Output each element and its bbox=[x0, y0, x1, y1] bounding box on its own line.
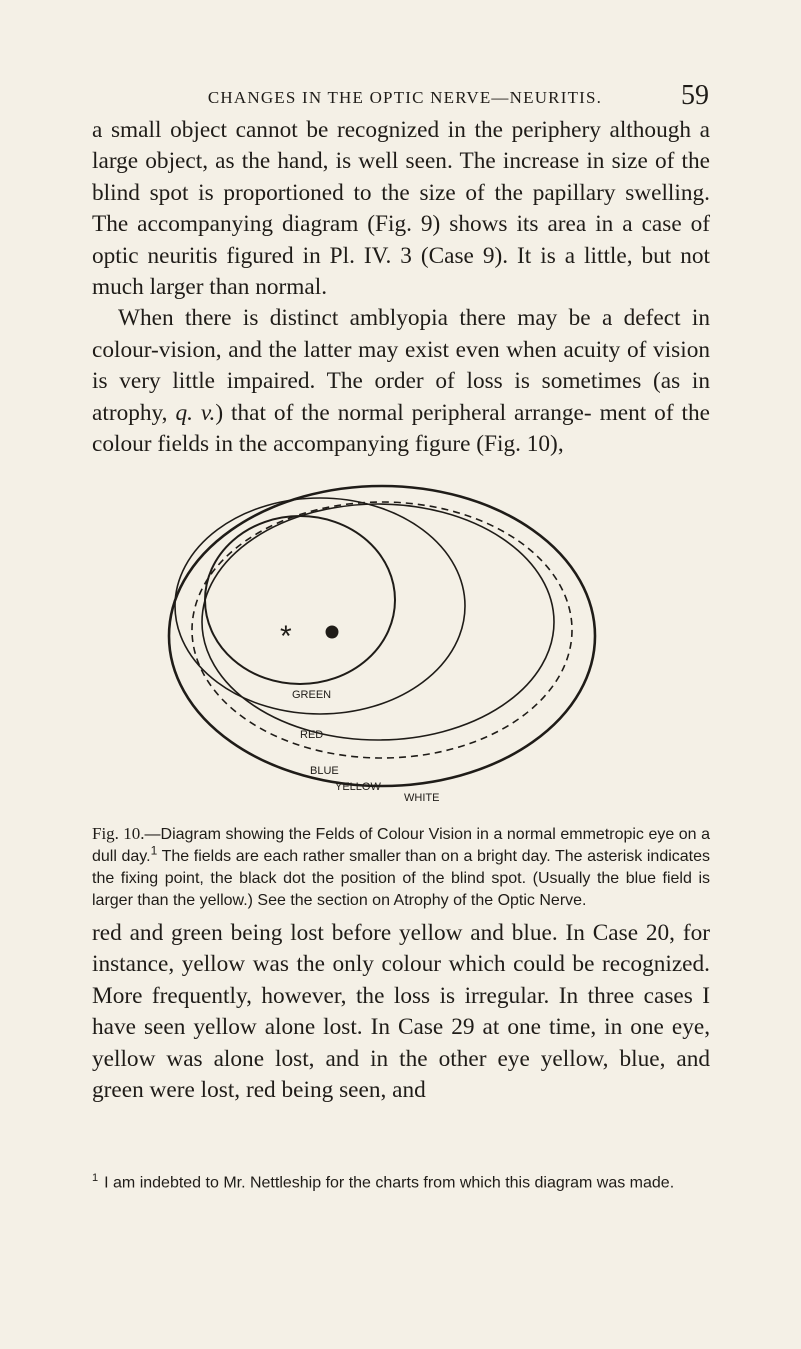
green-field-boundary bbox=[205, 516, 395, 684]
text-line: swelling. The accompanying diagram (Fig. 9) shows its bbox=[92, 179, 710, 238]
text-line: vision is very little impaired. The order of loss is sometimes bbox=[92, 336, 711, 395]
footnote-text: I am indebted to Mr. Nettleship for the charts from which this diagram was made. bbox=[104, 1174, 675, 1192]
paragraph-3 bbox=[92, 918, 710, 1106]
text-line: ) that of the normal peripheral arrange- bbox=[215, 399, 592, 426]
text-line: a large object, as the hand, is well seen. The increase in size bbox=[92, 117, 710, 175]
page-number: 59 bbox=[681, 80, 709, 111]
text-line: It is a little, but not much larger than normal. bbox=[92, 242, 710, 301]
running-head: CHANGES IN THE OPTIC NERVE—NEURITIS. bbox=[207, 88, 603, 107]
label-red: RED bbox=[300, 729, 324, 741]
caption-text-b: The fields are each rather smaller than on a bright day. The asterisk indicates the fixing point, the black dot the position of the blind spot. (Usually the blue field is larger than the yellow.) See the section on Atrophy of the Optic Nerve. bbox=[92, 848, 711, 909]
paragraph-bottom bbox=[92, 918, 710, 1106]
paragraph-2 bbox=[92, 303, 710, 460]
footnote-mark: 1 bbox=[92, 1172, 99, 1184]
text-line: of the blind spot is proportioned to the size of the papillary bbox=[92, 148, 711, 206]
text-line: (as in atrophy, bbox=[92, 368, 710, 426]
label-green: GREEN bbox=[292, 689, 332, 701]
footnote bbox=[92, 1167, 710, 1194]
paragraph-top bbox=[92, 115, 710, 460]
text-line: In three cases I have seen yellow alone lost. In Case 29 at bbox=[92, 982, 710, 1041]
yellow-field-boundary bbox=[192, 502, 572, 758]
caption-text-a: —Diagram showing the Felds of Colour Vision in a normal emmetropic eye on a dull day. bbox=[92, 826, 710, 865]
figure-caption bbox=[92, 823, 710, 912]
text-line: for instance, yellow was the only colour which could be bbox=[92, 920, 711, 978]
label-blue: BLUE bbox=[310, 765, 339, 777]
paragraph-1 bbox=[92, 115, 710, 303]
qv-abbrev: q. v. bbox=[175, 399, 216, 426]
text-line: a small object cannot be recognized in the periphery although bbox=[92, 117, 692, 143]
text-line: recognized. More frequently, however, the loss is irregular. bbox=[92, 951, 710, 1009]
text-line: ment of the colour fields in the accompanying figure (Fig. 10), bbox=[92, 399, 710, 458]
text-line: area in a case of optic neuritis figured in Pl. IV. 3 (Case 9). bbox=[92, 211, 711, 269]
figure-label: Fig. 10. bbox=[92, 824, 145, 843]
text-line: red and green being lost before yellow and blue. In Case 20, bbox=[92, 920, 675, 946]
colour-fields-diagram bbox=[160, 474, 620, 804]
text-line: When there is distinct amblyopia there may be a defect in bbox=[118, 305, 710, 332]
label-yellow: YELLOW bbox=[335, 781, 381, 793]
blind-spot-dot bbox=[326, 626, 339, 639]
white-field-boundary bbox=[169, 486, 595, 786]
text-line: one time, in one eye, yellow was alone lost, and in the other bbox=[92, 1014, 711, 1072]
footnote-ref: 1 bbox=[150, 843, 158, 858]
label-white: WHITE bbox=[404, 792, 440, 804]
text-line: colour-vision, and the latter may exist even when acuity of bbox=[92, 336, 647, 363]
text-line: eye yellow, blue, and green were lost, red being seen, and bbox=[92, 1045, 711, 1104]
fixing-point-asterisk: * bbox=[280, 620, 292, 653]
